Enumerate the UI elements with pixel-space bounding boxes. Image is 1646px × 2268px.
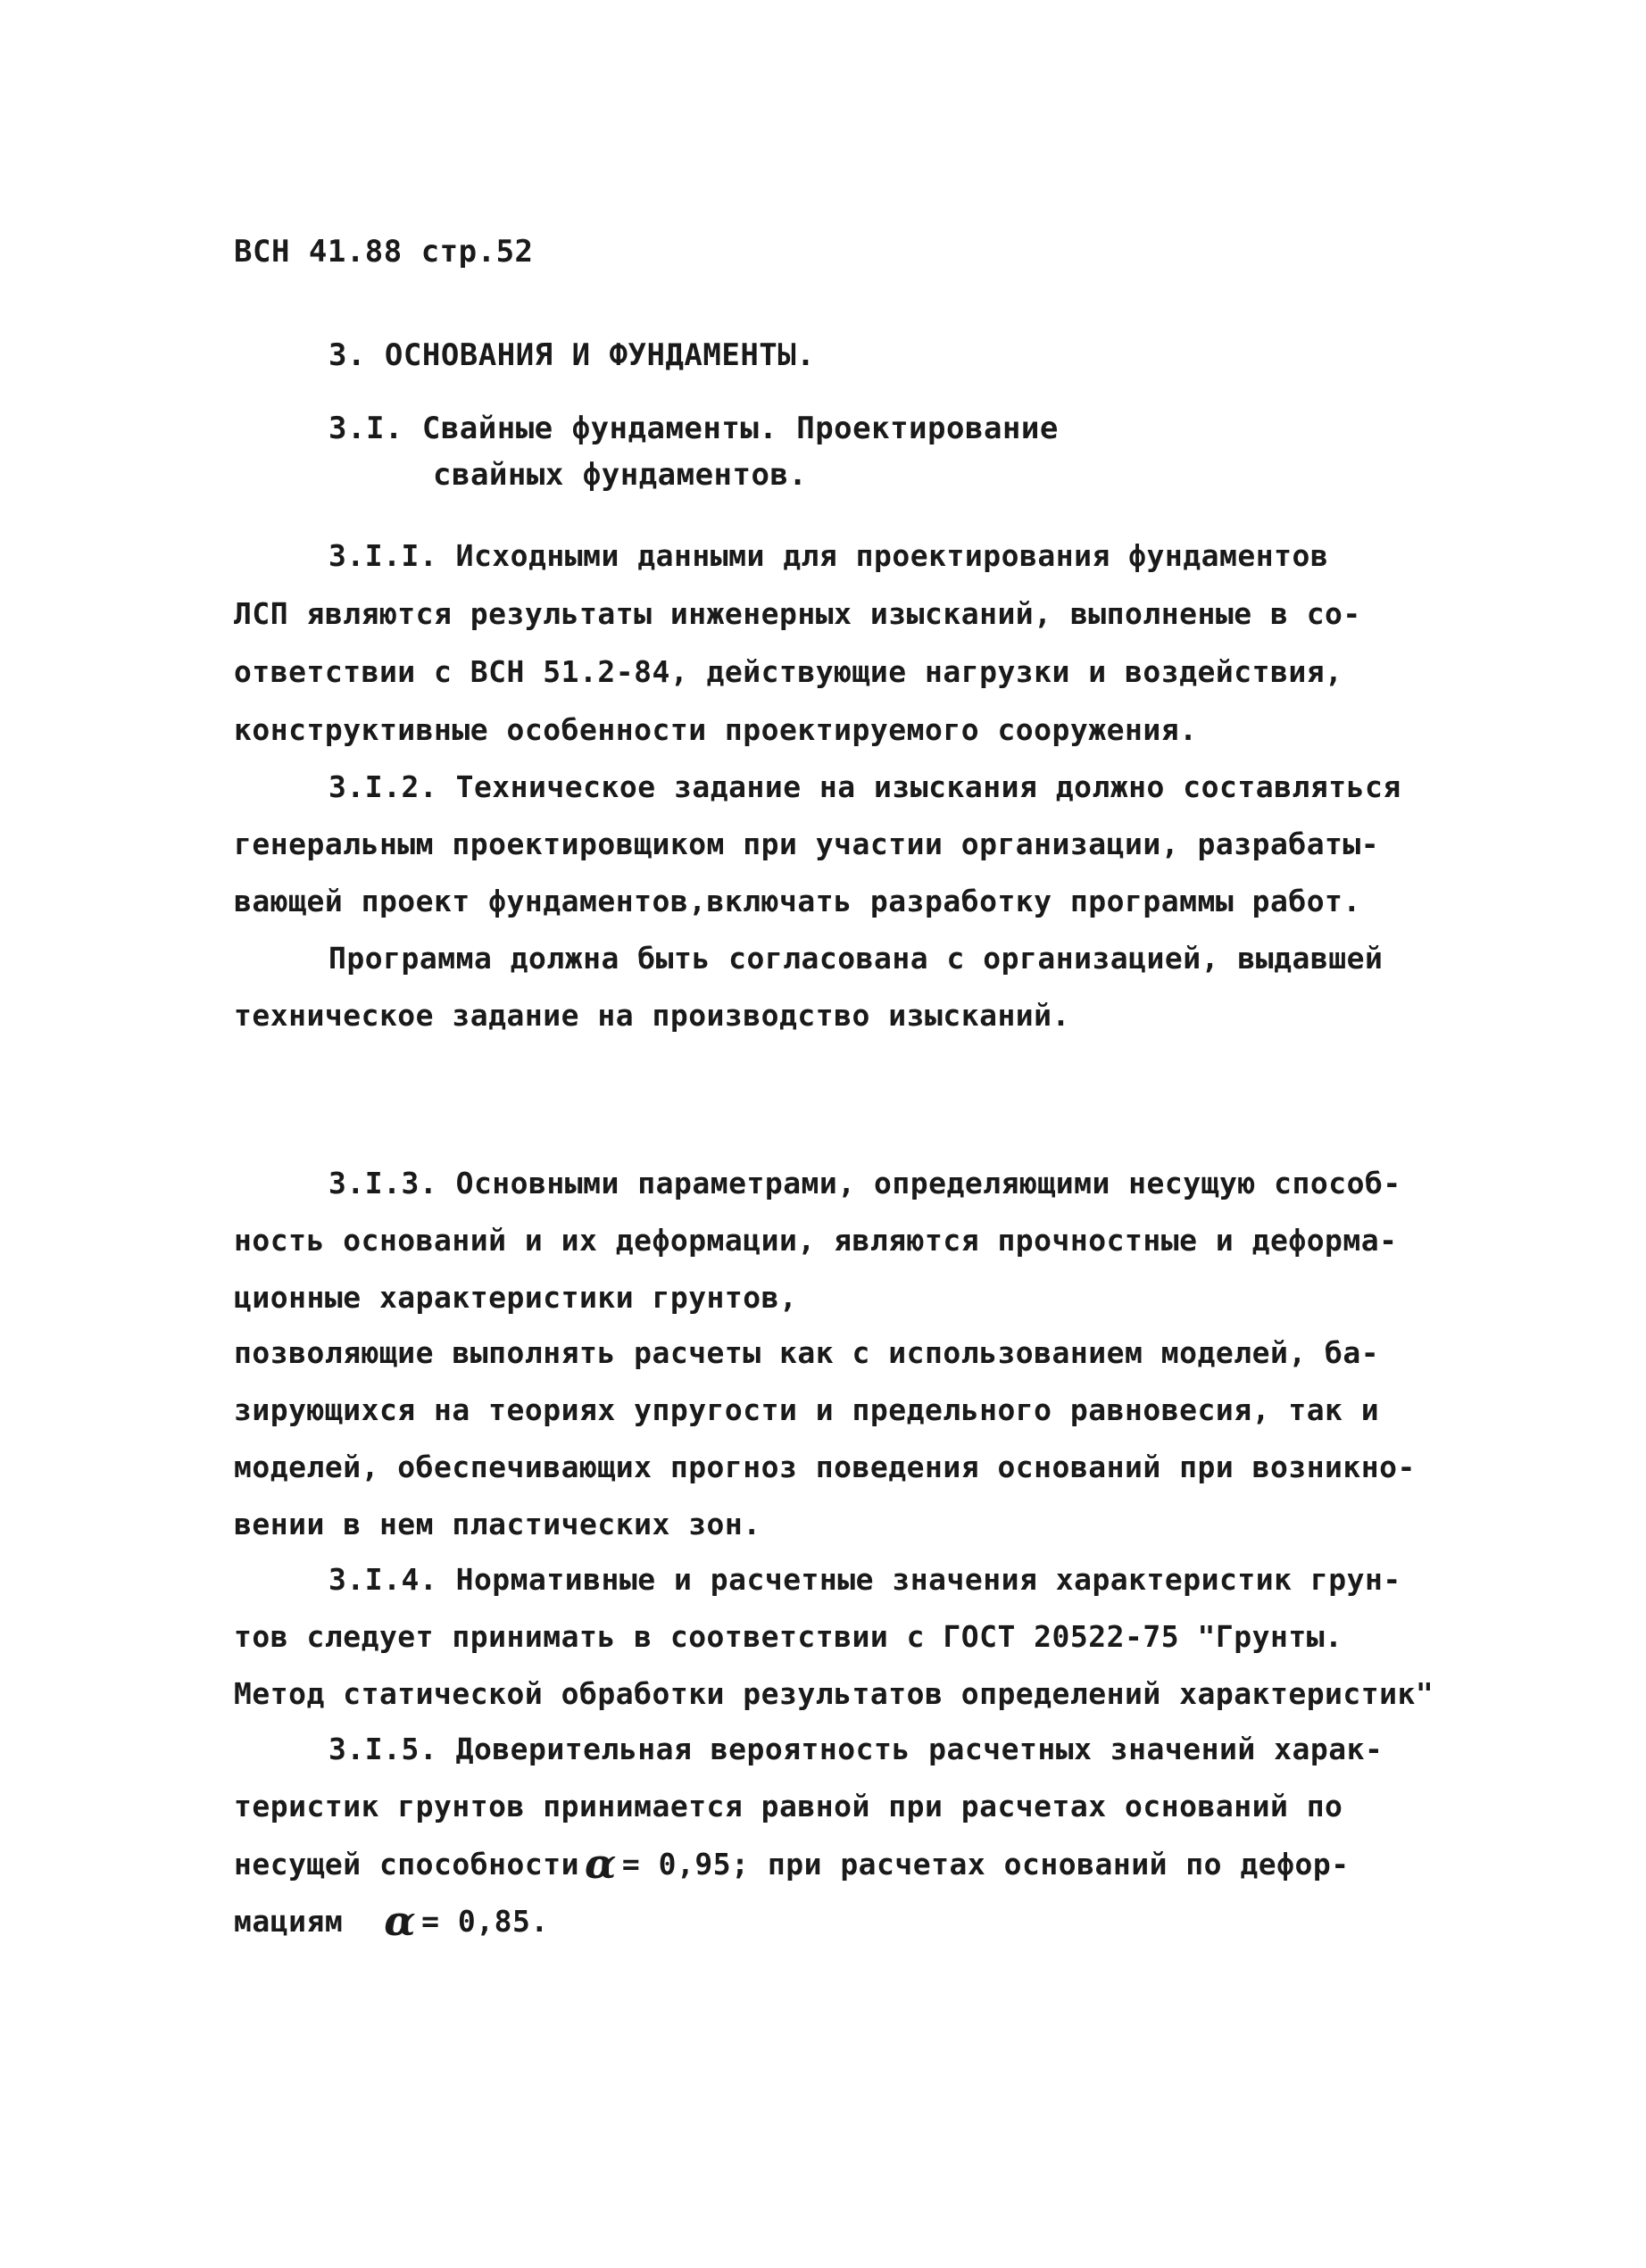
paragraph-3-1-5-line xyxy=(234,1897,549,1945)
paragraph-3-1-2-line: техническое задание на производство изысканий. xyxy=(234,998,1070,1033)
paragraph-3-1-2-line: 3.I.2. Техническое задание на изыскания должно составляться xyxy=(328,769,1401,804)
section-title: 3. ОСНОВАНИЯ И ФУНДАМЕНТЫ. xyxy=(328,337,816,373)
paragraph-3-1-5-line xyxy=(234,1840,1350,1888)
subsection-title-continued: свайных фундаментов. xyxy=(433,457,808,493)
paragraph-3-1-5-line: 3.I.5. Доверительная вероятность расчетных значений харак- xyxy=(328,1732,1384,1766)
text-fragment: = 0,85. xyxy=(421,1904,549,1939)
paragraph-3-1-4-line: Метод статической обработки результатов определений характеристик" xyxy=(234,1676,1434,1711)
paragraph-3-1-2-line: вающей проект фундаментов,включать разработку программы работ. xyxy=(234,884,1361,918)
paragraph-3-1-2-line: генеральным проектировщиком при участии организации, разрабаты- xyxy=(234,827,1380,861)
alpha-symbol: α xyxy=(384,1897,417,1945)
paragraph-3-1-3-line: позволяющие выполнять расчеты как с использованием моделей, ба- xyxy=(234,1335,1380,1370)
text-fragment: несущей способности xyxy=(234,1847,579,1882)
text-fragment: = 0,95; при расчетах оснований по дефор- xyxy=(621,1847,1350,1882)
paragraph-3-1-3-line: моделей, обеспечивающих прогноз поведения оснований при возникно- xyxy=(234,1450,1416,1484)
paragraph-3-1-3-line: ность оснований и их деформации, являются прочностные и деформа- xyxy=(234,1223,1398,1258)
document-header: ВСН 41.88 стр.52 xyxy=(234,234,534,270)
alpha-symbol: α xyxy=(585,1840,617,1888)
paragraph-3-1-1-line: ЛСП являются результаты инженерных изысканий, выполненые в со- xyxy=(234,596,1361,631)
paragraph-3-1-3-line: 3.I.3. Основными параметрами, определяющими несущую способ- xyxy=(328,1166,1401,1200)
paragraph-3-1-1-line: 3.I.I. Исходными данными для проектирования фундаментов xyxy=(328,538,1329,573)
paragraph-3-1-3-line: ционные характеристики грунтов, xyxy=(234,1280,798,1315)
paragraph-3-1-5-line: теристик грунтов принимается равной при расчетах оснований по xyxy=(234,1789,1343,1824)
paragraph-3-1-3-line: вении в нем пластических зон. xyxy=(234,1507,761,1541)
paragraph-3-1-3-line: зирующихся на теориях упругости и предельного равновесия, так и xyxy=(234,1392,1380,1427)
paragraph-3-1-1-line: конструктивные особенности проектируемого сооружения. xyxy=(234,712,1198,747)
paragraph-3-1-4-line: тов следует принимать в соответствии с ГОСТ 20522-75 "Грунты. xyxy=(234,1619,1343,1654)
subsection-title: 3.I. Свайные фундаменты. Проектирование xyxy=(328,411,1059,446)
paragraph-3-1-4-line: 3.I.4. Нормативные и расчетные значения характеристик грун- xyxy=(328,1562,1401,1597)
paragraph-3-1-1-line: ответствии с ВСН 51.2-84, действующие нагрузки и воздействия, xyxy=(234,654,1343,689)
text-fragment: мациям xyxy=(234,1904,344,1939)
paragraph-3-1-2-line: Программа должна быть согласована с организацией, выдавшей xyxy=(328,941,1384,976)
